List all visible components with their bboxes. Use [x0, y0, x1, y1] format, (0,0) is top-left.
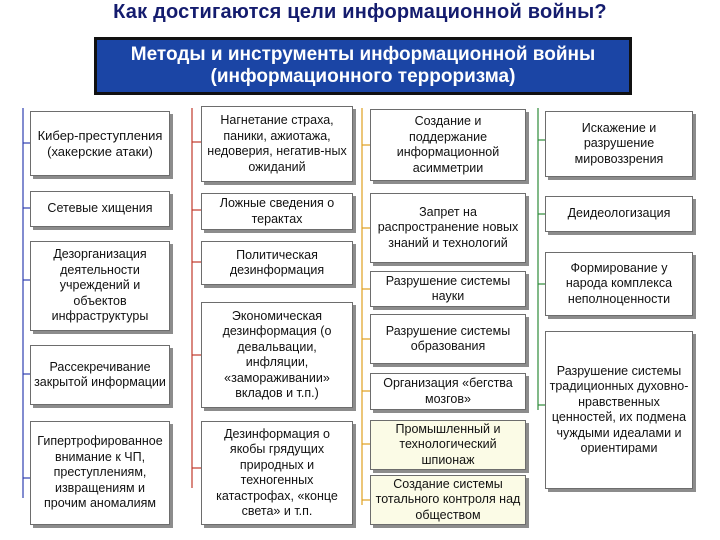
col1-connectors	[23, 108, 30, 498]
col2-item-5: Дезинформация о якобы грядущих природных и техногенных катастрофах, «конце света» и т.п.	[201, 421, 353, 525]
col2-connectors	[192, 108, 201, 488]
col1-item-2: Сетевые хищения	[30, 191, 170, 227]
col4-item-1: Искажение и разрушение мировоззрения	[545, 111, 693, 177]
col1-item-5: Гипертрофированное внимание к ЧП, преступлениям, извращениям и прочим аномалиям	[30, 421, 170, 525]
col3-item-5: Организация «бегства мозгов»	[370, 373, 526, 410]
col4-connectors	[538, 108, 545, 410]
col2-item-1: Нагнетание страха, паники, ажиотажа, недоверия, негатив-ных ожиданий	[201, 106, 353, 182]
col4-item-2: Деидеологизация	[545, 196, 693, 232]
col2-item-4: Экономическая дезинформация (о девальвации, инфляции, «замораживании» вкладов и т.п.)	[201, 302, 353, 408]
col1-item-1: Кибер-преступления (хакерские атаки)	[30, 111, 170, 176]
col4-item-3: Формирование у народа комплекса неполноценности	[545, 252, 693, 316]
col3-item-2: Запрет на распространение новых знаний и технологий	[370, 193, 526, 263]
col3-connectors	[362, 108, 370, 505]
col3-item-4: Разрушение системы образования	[370, 314, 526, 364]
col3-item-1: Создание и поддержание информационной асимметрии	[370, 109, 526, 181]
main-header: Методы и инструменты информационной войны (информационного терроризма)	[94, 37, 632, 95]
col1-item-3: Дезорганизация деятельности учреждений и объектов инфраструктуры	[30, 241, 170, 331]
page-title: Как достигаются цели информационной войны?	[113, 1, 607, 23]
col3-item-6: Промышленный и технологический шпионаж	[370, 420, 526, 470]
col4-item-4: Разрушение системы традиционных духовно-нравственных ценностей, их подмена чуждыми идеалами и ориентирами	[545, 331, 693, 489]
col2-item-2: Ложные сведения о терактах	[201, 193, 353, 230]
col3-item-3: Разрушение системы науки	[370, 271, 526, 307]
col2-item-3: Политическая дезинформация	[201, 241, 353, 285]
col1-item-4: Рассекречивание закрытой информации	[30, 345, 170, 405]
col3-item-7: Создание системы тотального контроля над обществом	[370, 475, 526, 525]
